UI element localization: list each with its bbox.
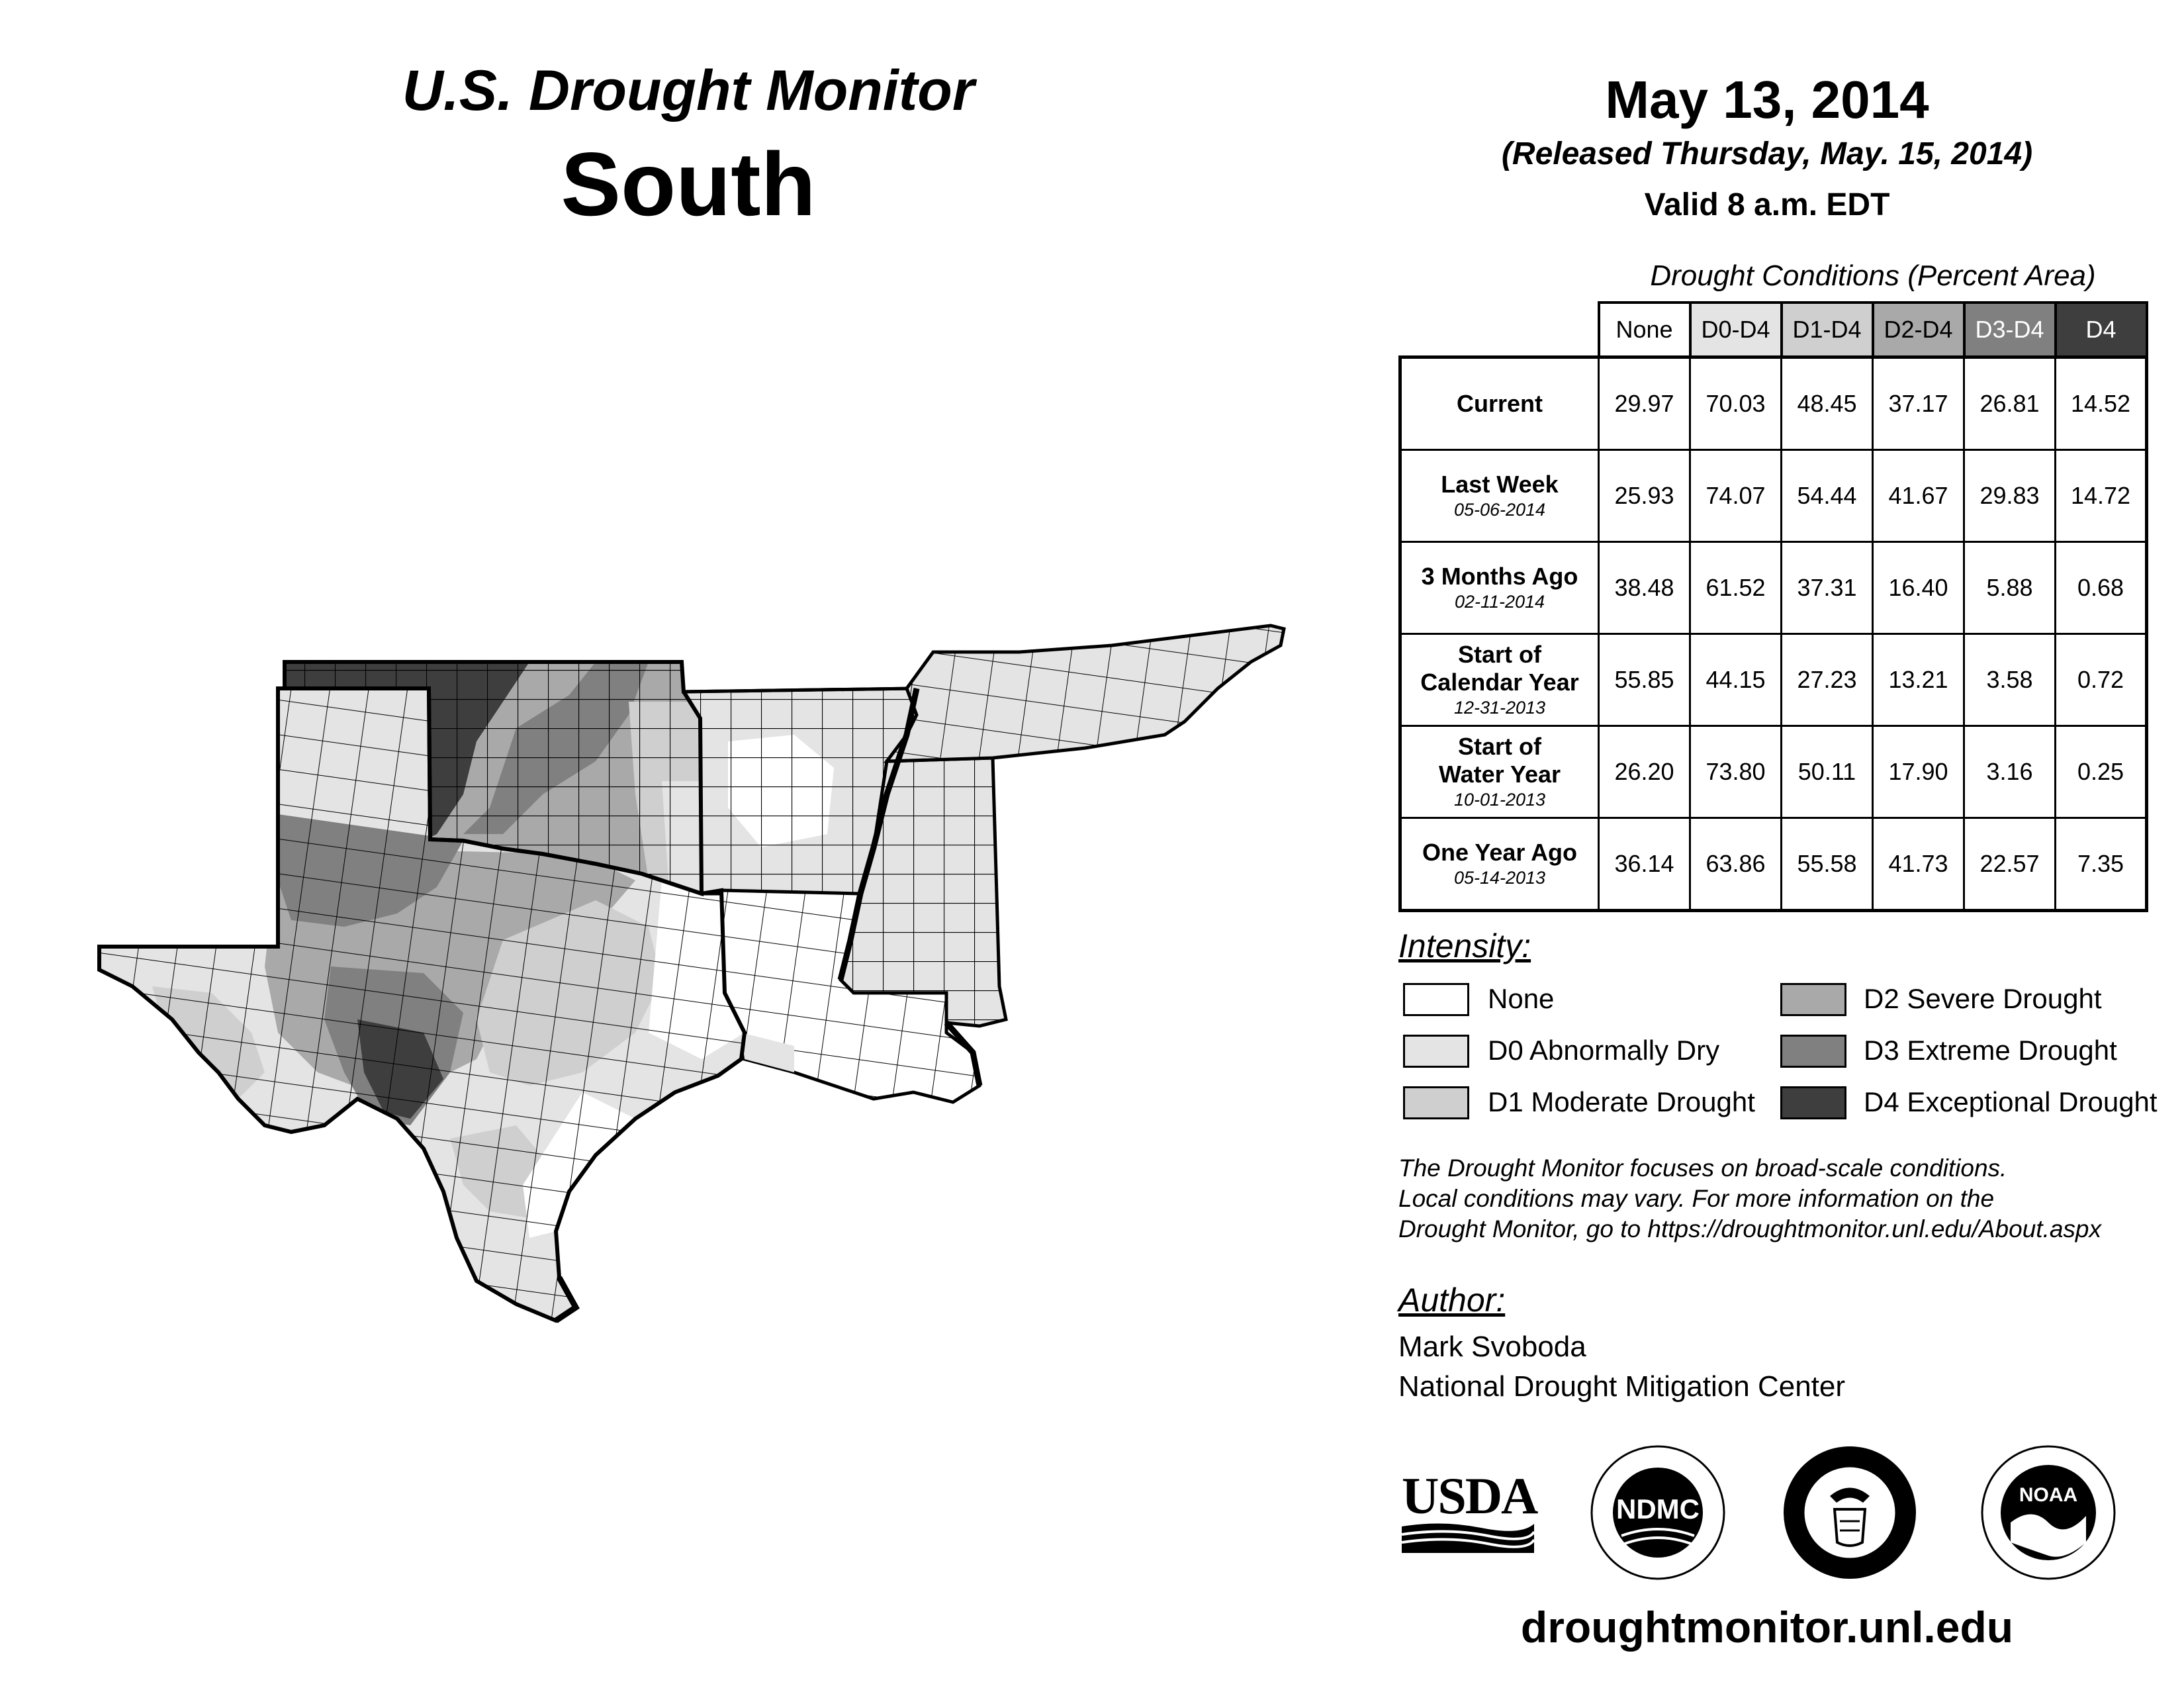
legend-label-d2: D2 Severe Drought [1864, 983, 2102, 1014]
row-label-line2: Calendar Year [1420, 669, 1579, 696]
col-header-d1-d4: D1-D4 [1782, 303, 1873, 357]
valid-time: Valid 8 a.m. EDT [1644, 187, 1890, 222]
row-label [1400, 450, 1599, 542]
usda-logo-text: USDA [1402, 1467, 1537, 1524]
region-title: South [561, 134, 816, 234]
legend-swatch-d4 [1780, 1086, 1846, 1119]
author-name: Mark Svoboda [1398, 1331, 1586, 1363]
table-cell: 37.17 [1873, 357, 1964, 450]
legend-title: Intensity: [1398, 927, 1531, 964]
row-date: 12-31-2013 [1453, 698, 1546, 718]
table-cell: 22.57 [1964, 818, 2056, 911]
note-line: Local conditions may vary. For more information on the [1398, 1185, 1995, 1212]
row-label-line2: Water Year [1438, 761, 1561, 788]
table-cell: 25.93 [1599, 450, 1690, 542]
table-cell: 13.21 [1873, 634, 1964, 726]
table-row [1400, 818, 2147, 911]
row-label-text: One Year Ago [1422, 839, 1578, 866]
table-cell: 26.20 [1599, 726, 1690, 818]
row-label [1400, 634, 1599, 726]
drought-conditions-table [1398, 301, 2148, 912]
table-cell: 26.81 [1964, 357, 2056, 450]
ndmc-logo-text: NDMC [1616, 1493, 1700, 1524]
table-cell: 74.07 [1690, 450, 1782, 542]
table-row [1400, 450, 2147, 542]
legend-swatch-none [1403, 983, 1469, 1016]
row-label-text: 3 Months Ago [1421, 563, 1578, 590]
table-row [1400, 542, 2147, 634]
table-cell: 3.58 [1964, 634, 2056, 726]
table-cell: 37.31 [1782, 542, 1873, 634]
table-cell: 5.88 [1964, 542, 2056, 634]
map-date: May 13, 2014 [1605, 70, 1929, 129]
row-label [1400, 726, 1599, 818]
table-cell: 0.68 [2056, 542, 2147, 634]
row-date: 05-14-2013 [1453, 868, 1546, 888]
table-cell: 63.86 [1690, 818, 1782, 911]
legend-label-d1: D1 Moderate Drought [1488, 1086, 1755, 1117]
row-label [1400, 818, 1599, 911]
usda-logo-mark [1402, 1520, 1534, 1560]
col-header-d4: D4 [2056, 303, 2147, 357]
legend-label-d0: D0 Abnormally Dry [1488, 1035, 1720, 1066]
row-date: 05-06-2014 [1453, 500, 1546, 520]
disclaimer-note [1398, 1153, 2160, 1244]
table-cell: 16.40 [1873, 542, 1964, 634]
doc-seal-logo [1780, 1443, 1919, 1582]
table-cell: 27.23 [1782, 634, 1873, 726]
table-cell: 41.73 [1873, 818, 1964, 911]
legend-swatch-d1 [1403, 1086, 1469, 1119]
table-row [1400, 726, 2147, 818]
col-header-d3-d4: D3-D4 [1964, 303, 2056, 357]
table-cell: 14.52 [2056, 357, 2147, 450]
legend-label-d4: D4 Exceptional Drought [1864, 1086, 2158, 1117]
table-cell: 14.72 [2056, 450, 2147, 542]
legend-swatch-d2 [1780, 983, 1846, 1016]
row-label-line1: Start of [1458, 733, 1541, 760]
table-cell: 17.90 [1873, 726, 1964, 818]
release-date: (Released Thursday, May. 15, 2014) [1501, 136, 2033, 171]
table-cell: 50.11 [1782, 726, 1873, 818]
table-cell: 48.45 [1782, 357, 1873, 450]
table-corner [1400, 303, 1599, 357]
table-cell: 44.15 [1690, 634, 1782, 726]
legend-label-none: None [1488, 983, 1555, 1014]
table-cell: 3.16 [1964, 726, 2056, 818]
author-title: Author: [1398, 1282, 1506, 1319]
table-cell: 41.67 [1873, 450, 1964, 542]
noaa-logo-text: NOAA [2019, 1484, 2078, 1506]
row-date: 02-11-2014 [1454, 592, 1545, 612]
row-label [1400, 357, 1599, 450]
note-line: The Drought Monitor focuses on broad-scale conditions. [1398, 1154, 2007, 1182]
row-date: 10-01-2013 [1453, 790, 1546, 810]
ndmc-logo [1588, 1443, 1727, 1582]
table-header-row [1400, 303, 2147, 357]
noaa-logo [1979, 1443, 2118, 1582]
legend-swatch-d3 [1780, 1035, 1846, 1068]
usda-logo [1402, 1467, 1537, 1562]
table-cell: 7.35 [2056, 818, 2147, 911]
table-cell: 73.80 [1690, 726, 1782, 818]
table-cell: 29.97 [1599, 357, 1690, 450]
table-cell: 54.44 [1782, 450, 1873, 542]
website-url[interactable]: droughtmonitor.unl.edu [1520, 1603, 2014, 1652]
col-header-d2-d4: D2-D4 [1873, 303, 1964, 357]
row-label-text: Current [1456, 390, 1543, 417]
col-header-d0-d4: D0-D4 [1690, 303, 1782, 357]
product-title: U.S. Drought Monitor [402, 59, 975, 122]
col-header-none: None [1599, 303, 1690, 357]
table-cell: 70.03 [1690, 357, 1782, 450]
legend-label-d3: D3 Extreme Drought [1864, 1035, 2117, 1066]
row-label-text: Last Week [1441, 471, 1559, 498]
table-cell: 55.85 [1599, 634, 1690, 726]
row-label [1400, 542, 1599, 634]
table-caption: Drought Conditions (Percent Area) [1650, 259, 2096, 292]
table-cell: 55.58 [1782, 818, 1873, 911]
table-cell: 36.14 [1599, 818, 1690, 911]
author-org: National Drought Mitigation Center [1398, 1370, 1846, 1403]
table-cell: 0.25 [2056, 726, 2147, 818]
legend-swatch-d0 [1403, 1035, 1469, 1068]
table-cell: 0.72 [2056, 634, 2147, 726]
note-line: Drought Monitor, go to https://droughtmonitor.unl.edu/About.aspx [1398, 1215, 2101, 1243]
table-cell: 61.52 [1690, 542, 1782, 634]
table-row [1400, 634, 2147, 726]
row-label-line1: Start of [1458, 641, 1541, 668]
table-row [1400, 357, 2147, 450]
table-cell: 29.83 [1964, 450, 2056, 542]
table-cell: 38.48 [1599, 542, 1690, 634]
